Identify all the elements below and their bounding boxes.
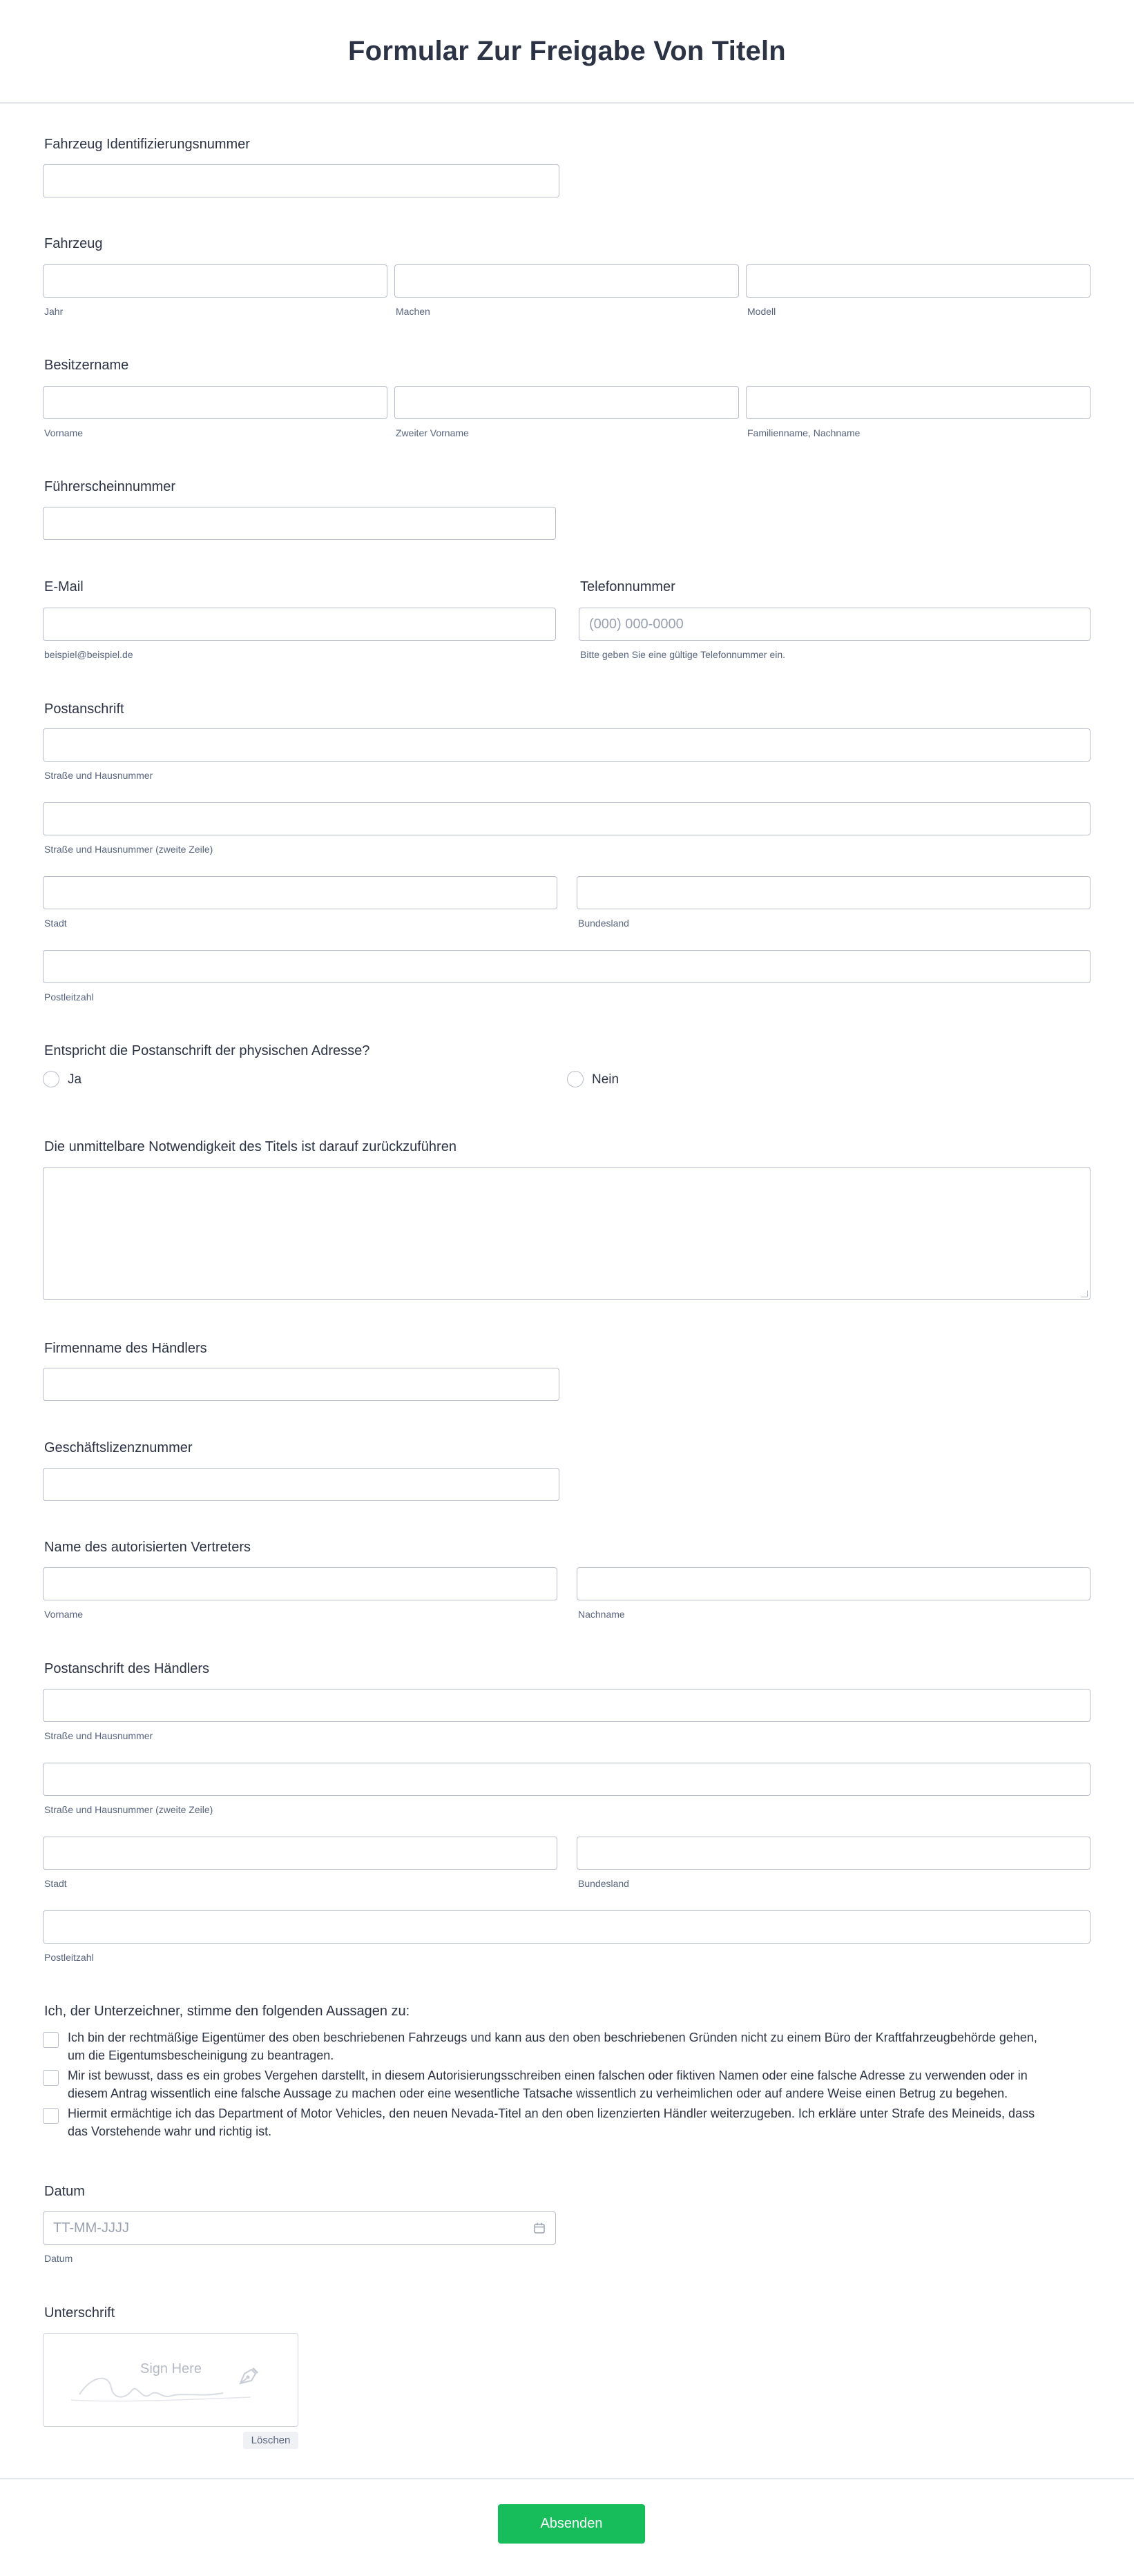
reason-label: Die unmittelbare Notwendigkeit des Titels ist darauf zurückzuführen [44,1139,457,1154]
drivers-license-label: Führerscheinnummer [44,479,176,494]
statement-3-text[interactable] [68,2104,1097,2140]
owner-name-label: Besitzername [44,358,129,373]
statement-1-line2: um die Eigentumsbescheinigung zu beantragen. [68,2049,334,2062]
form-title: Formular Zur Freigabe Von Titeln [348,35,786,66]
signature-label: Unterschrift [44,2305,115,2321]
physical-no-label[interactable]: Nein [592,1072,619,1087]
statement-3-line2: das Vorstehende wahr und richtig ist. [68,2124,272,2138]
date-placeholder: TT-MM-JJJJ [53,2220,129,2236]
dealer-zip-input[interactable] [43,1910,1090,1944]
mailing-address-label: Postanschrift [44,701,124,717]
representative-label: Name des autorisierten Vertreters [44,1540,251,1555]
statement-1-line1: Ich bin der rechtmäßige Eigentümer des oben beschriebenen Fahrzeugs und kann aus den oben beschriebenen Gründen nicht zu einem Büro der Kraftfahrzeugbehörde gehen, [68,2031,1037,2044]
dealer-street1-sublabel: Straße und Hausnummer [44,1730,153,1741]
owner-middle-name-sublabel: Zweiter Vorname [396,427,469,438]
owner-last-name-input[interactable] [746,386,1090,419]
statement-2-checkbox[interactable] [43,2070,59,2086]
email-hint: beispiel@beispiel.de [44,649,133,660]
dealer-street2-input[interactable] [43,1763,1090,1796]
business-license-label: Geschäftslizenznummer [44,1440,193,1455]
submit-button[interactable]: Absenden [498,2504,645,2544]
dealer-name-input[interactable] [43,1368,559,1401]
mailing-city-sublabel: Stadt [44,918,67,929]
reason-textarea[interactable] [43,1167,1090,1300]
vehicle-year-input[interactable] [43,264,387,298]
mailing-zip-input[interactable] [43,950,1090,983]
vehicle-year-sublabel: Jahr [44,306,64,317]
representative-last-sublabel: Nachname [578,1609,625,1620]
business-license-input[interactable] [43,1468,559,1501]
representative-first-input[interactable] [43,1567,557,1600]
mailing-state-sublabel: Bundesland [578,918,629,929]
resize-handle-icon[interactable] [1081,1290,1088,1297]
mailing-street1-sublabel: Straße und Hausnummer [44,770,153,781]
vin-label: Fahrzeug Identifizierungsnummer [44,137,250,152]
mailing-street1-input[interactable] [43,728,1090,762]
dealer-name-label: Firmenname des Händlers [44,1341,207,1356]
mailing-street2-sublabel: Straße und Hausnummer (zweite Zeile) [44,844,213,855]
owner-last-name-sublabel: Familienname, Nachname [747,427,861,438]
footer-divider [0,2478,1134,2479]
pen-nib-icon [235,2363,261,2389]
vin-input[interactable] [43,164,559,197]
physical-no-radio[interactable] [567,1071,584,1087]
dealer-street2-sublabel: Straße und Hausnummer (zweite Zeile) [44,1804,213,1815]
phone-placeholder: (000) 000-0000 [589,616,684,632]
vehicle-make-sublabel: Machen [396,306,430,317]
statement-1-text[interactable] [68,2028,1097,2064]
dealer-city-input[interactable] [43,1837,557,1870]
email-input[interactable] [43,608,556,641]
form-header [0,0,1134,104]
dealer-state-input[interactable] [577,1837,1090,1870]
statement-1-checkbox[interactable] [43,2032,59,2048]
owner-first-name-sublabel: Vorname [44,427,84,438]
dealer-city-sublabel: Stadt [44,1878,67,1889]
mailing-street2-input[interactable] [43,802,1090,835]
vehicle-model-sublabel: Modell [747,306,776,317]
physical-yes-label[interactable]: Ja [68,1072,82,1087]
phone-label: Telefonnummer [580,579,675,594]
clear-signature-button[interactable]: Löschen [243,2432,298,2449]
statement-2-line1: Mir ist bewusst, dass es ein grobes Vergehen darstellt, in diesem Autorisierungsschreiben einen falschen oder fiktiven Namen oder eine falsche Adresse zu verwenden oder in [68,2069,1028,2082]
statement-3-line1: Hiermit ermächtige ich das Department of Motor Vehicles, den neuen Nevada-Titel an den oben lizenzierten Händler weiterzugeben. Ich erkläre unter Strafe des Meineids, dass [68,2107,1035,2120]
dealer-zip-sublabel: Postleitzahl [44,1952,94,1963]
physical-yes-radio[interactable] [43,1071,59,1087]
mailing-state-input[interactable] [577,876,1090,909]
phone-input[interactable] [579,608,1090,641]
statement-2-text[interactable] [68,2066,1097,2102]
drivers-license-input[interactable] [43,507,556,540]
date-input[interactable] [43,2211,556,2245]
dealer-address-label: Postanschrift des Händlers [44,1661,210,1676]
date-label: Datum [44,2184,85,2199]
dealer-street1-input[interactable] [43,1689,1090,1722]
signature-placeholder: Sign Here [140,2361,202,2376]
vehicle-make-input[interactable] [394,264,739,298]
statement-2-line2: diesem Antrag wissentlich eine falsche Aussage zu machen oder eine wesentliche Tatsache wissentlich zu verheimlichen oder auf andere Weise einen Betrug zu begehen. [68,2086,1008,2100]
physical-address-question: Entspricht die Postanschrift der physischen Adresse? [44,1043,370,1058]
representative-first-sublabel: Vorname [44,1609,84,1620]
signature-pad[interactable] [43,2333,298,2427]
email-label: E-Mail [44,579,84,594]
owner-middle-name-input[interactable] [394,386,739,419]
vehicle-label: Fahrzeug [44,236,103,251]
vehicle-model-input[interactable] [746,264,1090,298]
phone-hint: Bitte geben Sie eine gültige Telefonnummer ein. [580,649,786,660]
mailing-city-input[interactable] [43,876,557,909]
representative-last-input[interactable] [577,1567,1090,1600]
owner-first-name-input[interactable] [43,386,387,419]
statements-label: Ich, der Unterzeichner, stimme den folgenden Aussagen zu: [44,2004,410,2019]
dealer-state-sublabel: Bundesland [578,1878,629,1889]
mailing-zip-sublabel: Postleitzahl [44,991,94,1003]
calendar-icon[interactable] [533,2222,546,2234]
date-sublabel: Datum [44,2253,73,2264]
statement-3-checkbox[interactable] [43,2108,59,2124]
